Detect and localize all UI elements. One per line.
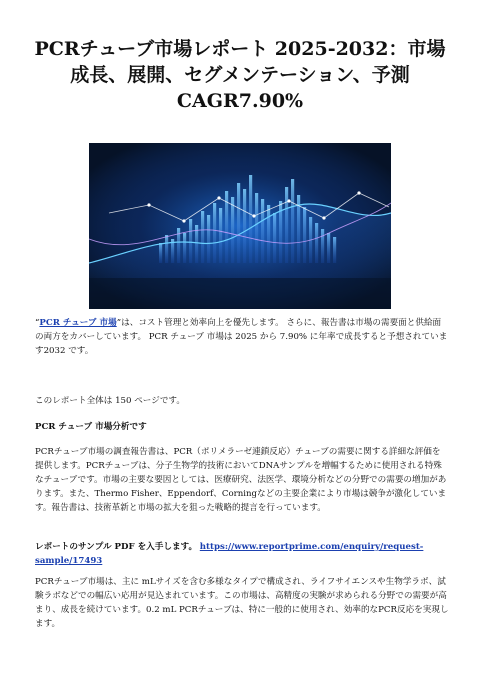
page-title: PCRチューブ市場レポート 2025-2032：市場成長、展開、セグメンテーション、予測 CAGR7.90% [34,38,446,112]
sample-label: レポートのサンプル PDF を入手します。 [35,542,198,552]
market-link[interactable]: PCR チューブ 市場 [39,318,117,328]
pages-note: このレポート全体は 150 ページです。 [35,396,185,406]
financial-chart-illustration-icon [89,143,391,309]
intro-paragraph: “PCR チューブ 市場”は、コスト管理と効率向上を優先します。 さらに、報告書は市場の需要面と供給面の両方をカバーしています。 PCR チューブ 市場は 2025 から 7.90% に年率で成長すると予想されています2032 です。 [35,318,448,356]
section-heading: PCR チューブ 市場分析です [35,422,147,432]
sample-link[interactable]: https://www.reportprime.com/enquiry/request-sample/17493 [35,542,424,566]
closing-paragraph: PCRチューブ市場は、主に mLサイズを含む多様なタイプで構成され、ライフサイエンスや生物学ラボ、試験ラボなどでの幅広い応用が見込まれています。この市場は、高精度の実験が求められる分野での需要が高まり、成長を続けています。0.2 mL PCRチューブは、特に一般的に使用され、効率的なPCR反応を実現します。 [35,577,449,629]
sample-line [35,540,449,568]
hero-image [89,143,391,309]
analysis-paragraph: PCRチューブ市場の調査報告書は、PCR（ポリメラーゼ連鎖反応）チューブの需要に関する詳細な評価を提供します。PCRチューブは、分子生物学的技術においてDNAサンプルを増幅するために使用される特殊なチューブです。市場の主要な要因としては、医療研究、法医学、環境分析などの分野での需要の増加があります。また、Thermo Fisher、Eppendorf、Corningなどの主要企業により市場は競争が激化しています。報告書は、技術革新と市場の拡大を狙った戦略的提言を行っています。 [35,447,447,513]
